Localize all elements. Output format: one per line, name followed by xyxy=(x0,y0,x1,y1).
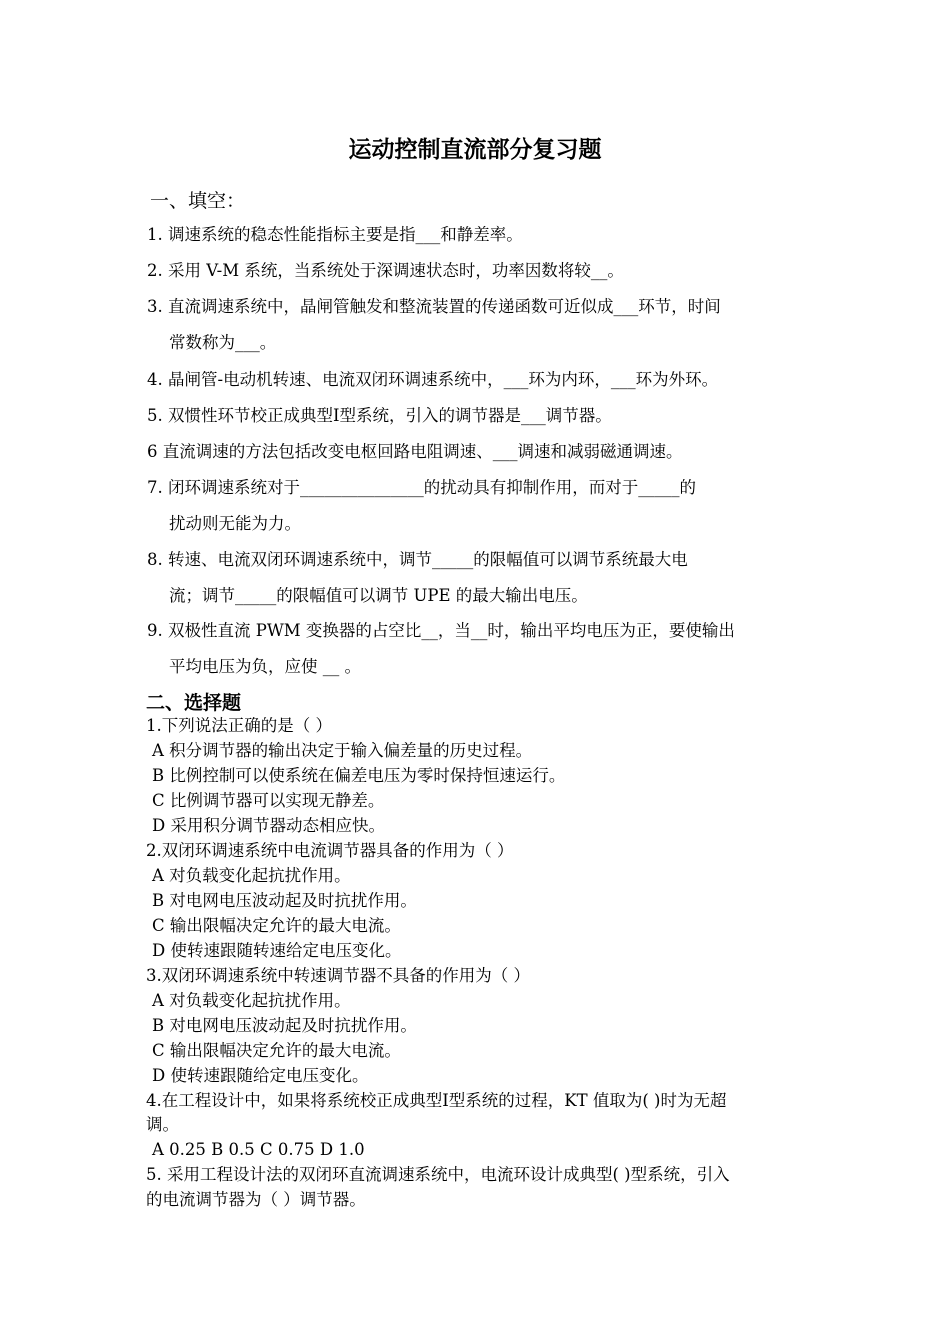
choice-options-4: A 0.25 B 0.5 C 0.75 D 1.0 xyxy=(152,1140,365,1159)
choice-question-4-line-2: 调。 xyxy=(146,1115,179,1134)
fill-question-3-line-1: 3. 直流调速系统中，晶闸管触发和整流装置的传递函数可近似成___环节，时间 xyxy=(147,297,721,316)
section-heading-choice: 二、选择题 xyxy=(146,692,242,714)
fill-question-1: 1. 调速系统的稳态性能指标主要是指___和静差率。 xyxy=(147,225,523,244)
choice-option-2d: D 使转速跟随转速给定电压变化。 xyxy=(152,941,402,960)
choice-question-1: 1.下列说法正确的是（ ） xyxy=(146,716,332,735)
choice-option-3d: D 使转速跟随给定电压变化。 xyxy=(152,1066,369,1085)
choice-option-3b: B 对电网电压波动起及时抗扰作用。 xyxy=(152,1016,417,1035)
choice-option-2b: B 对电网电压波动起及时抗扰作用。 xyxy=(152,891,417,910)
fill-question-3-line-2: 常数称为___。 xyxy=(169,333,277,352)
fill-question-8-line-2: 流；调节_____的限幅值可以调节 UPE 的最大输出电压。 xyxy=(169,586,588,605)
section-heading-fill-in: 一、填空： xyxy=(150,190,246,212)
choice-question-4-line-1: 4.在工程设计中，如果将系统校正成典型Ⅰ型系统的过程，KT 值取为( )时为无超 xyxy=(146,1091,727,1110)
choice-option-2a: A 对负载变化起抗扰作用。 xyxy=(152,866,351,885)
fill-question-8-line-1: 8. 转速、电流双闭环调速系统中，调节_____的限幅值可以调节系统最大电 xyxy=(147,550,688,569)
fill-question-9-line-1: 9. 双极性直流 PWM 变换器的占空比__，当__时，输出平均电压为正，要使输出 xyxy=(147,621,735,640)
choice-option-1d: D 采用积分调节器动态相应快。 xyxy=(152,816,385,835)
fill-question-4: 4. 晶闸管-电动机转速、电流双闭环调速系统中，___环为内环，___环为外环。 xyxy=(147,370,719,389)
choice-question-5-line-1: 5. 采用工程设计法的双闭环直流调速系统中，电流环设计成典型( )型系统，引入 xyxy=(146,1165,730,1184)
fill-question-5: 5. 双惯性环节校正成典型Ⅰ型系统，引入的调节器是___调节器。 xyxy=(147,406,612,425)
fill-question-7-line-1: 7. 闭环调速系统对于_______________的扰动具有抑制作用，而对于_____的 xyxy=(147,478,696,497)
choice-question-2: 2.双闭环调速系统中电流调节器具备的作用为（ ） xyxy=(146,841,514,860)
choice-option-3a: A 对负载变化起抗扰作用。 xyxy=(152,991,351,1010)
choice-option-1c: C 比例调节器可以实现无静差。 xyxy=(152,791,385,810)
fill-question-6: 6 直流调速的方法包括改变电枢回路电阻调速、___调速和减弱磁通调速。 xyxy=(147,442,683,461)
choice-option-1a: A 积分调节器的输出决定于输入偏差量的历史过程。 xyxy=(152,741,533,760)
fill-question-2: 2. 采用 V-M 系统，当系统处于深调速状态时，功率因数将较__。 xyxy=(147,261,624,280)
fill-question-7-line-2: 扰动则无能为力。 xyxy=(169,514,301,533)
page-title: 运动控制直流部分复习题 xyxy=(348,137,602,163)
choice-option-1b: B 比例控制可以使系统在偏差电压为零时保持恒速运行。 xyxy=(152,766,566,785)
choice-question-5-line-2: 的电流调节器为（ ）调节器。 xyxy=(146,1190,366,1209)
fill-question-9-line-2: 平均电压为负，应使 __ 。 xyxy=(169,657,361,676)
choice-question-3: 3.双闭环调速系统中转速调节器不具备的作用为（ ） xyxy=(146,966,530,985)
choice-option-3c: C 输出限幅决定允许的最大电流。 xyxy=(152,1041,401,1060)
choice-option-2c: C 输出限幅决定允许的最大电流。 xyxy=(152,916,401,935)
